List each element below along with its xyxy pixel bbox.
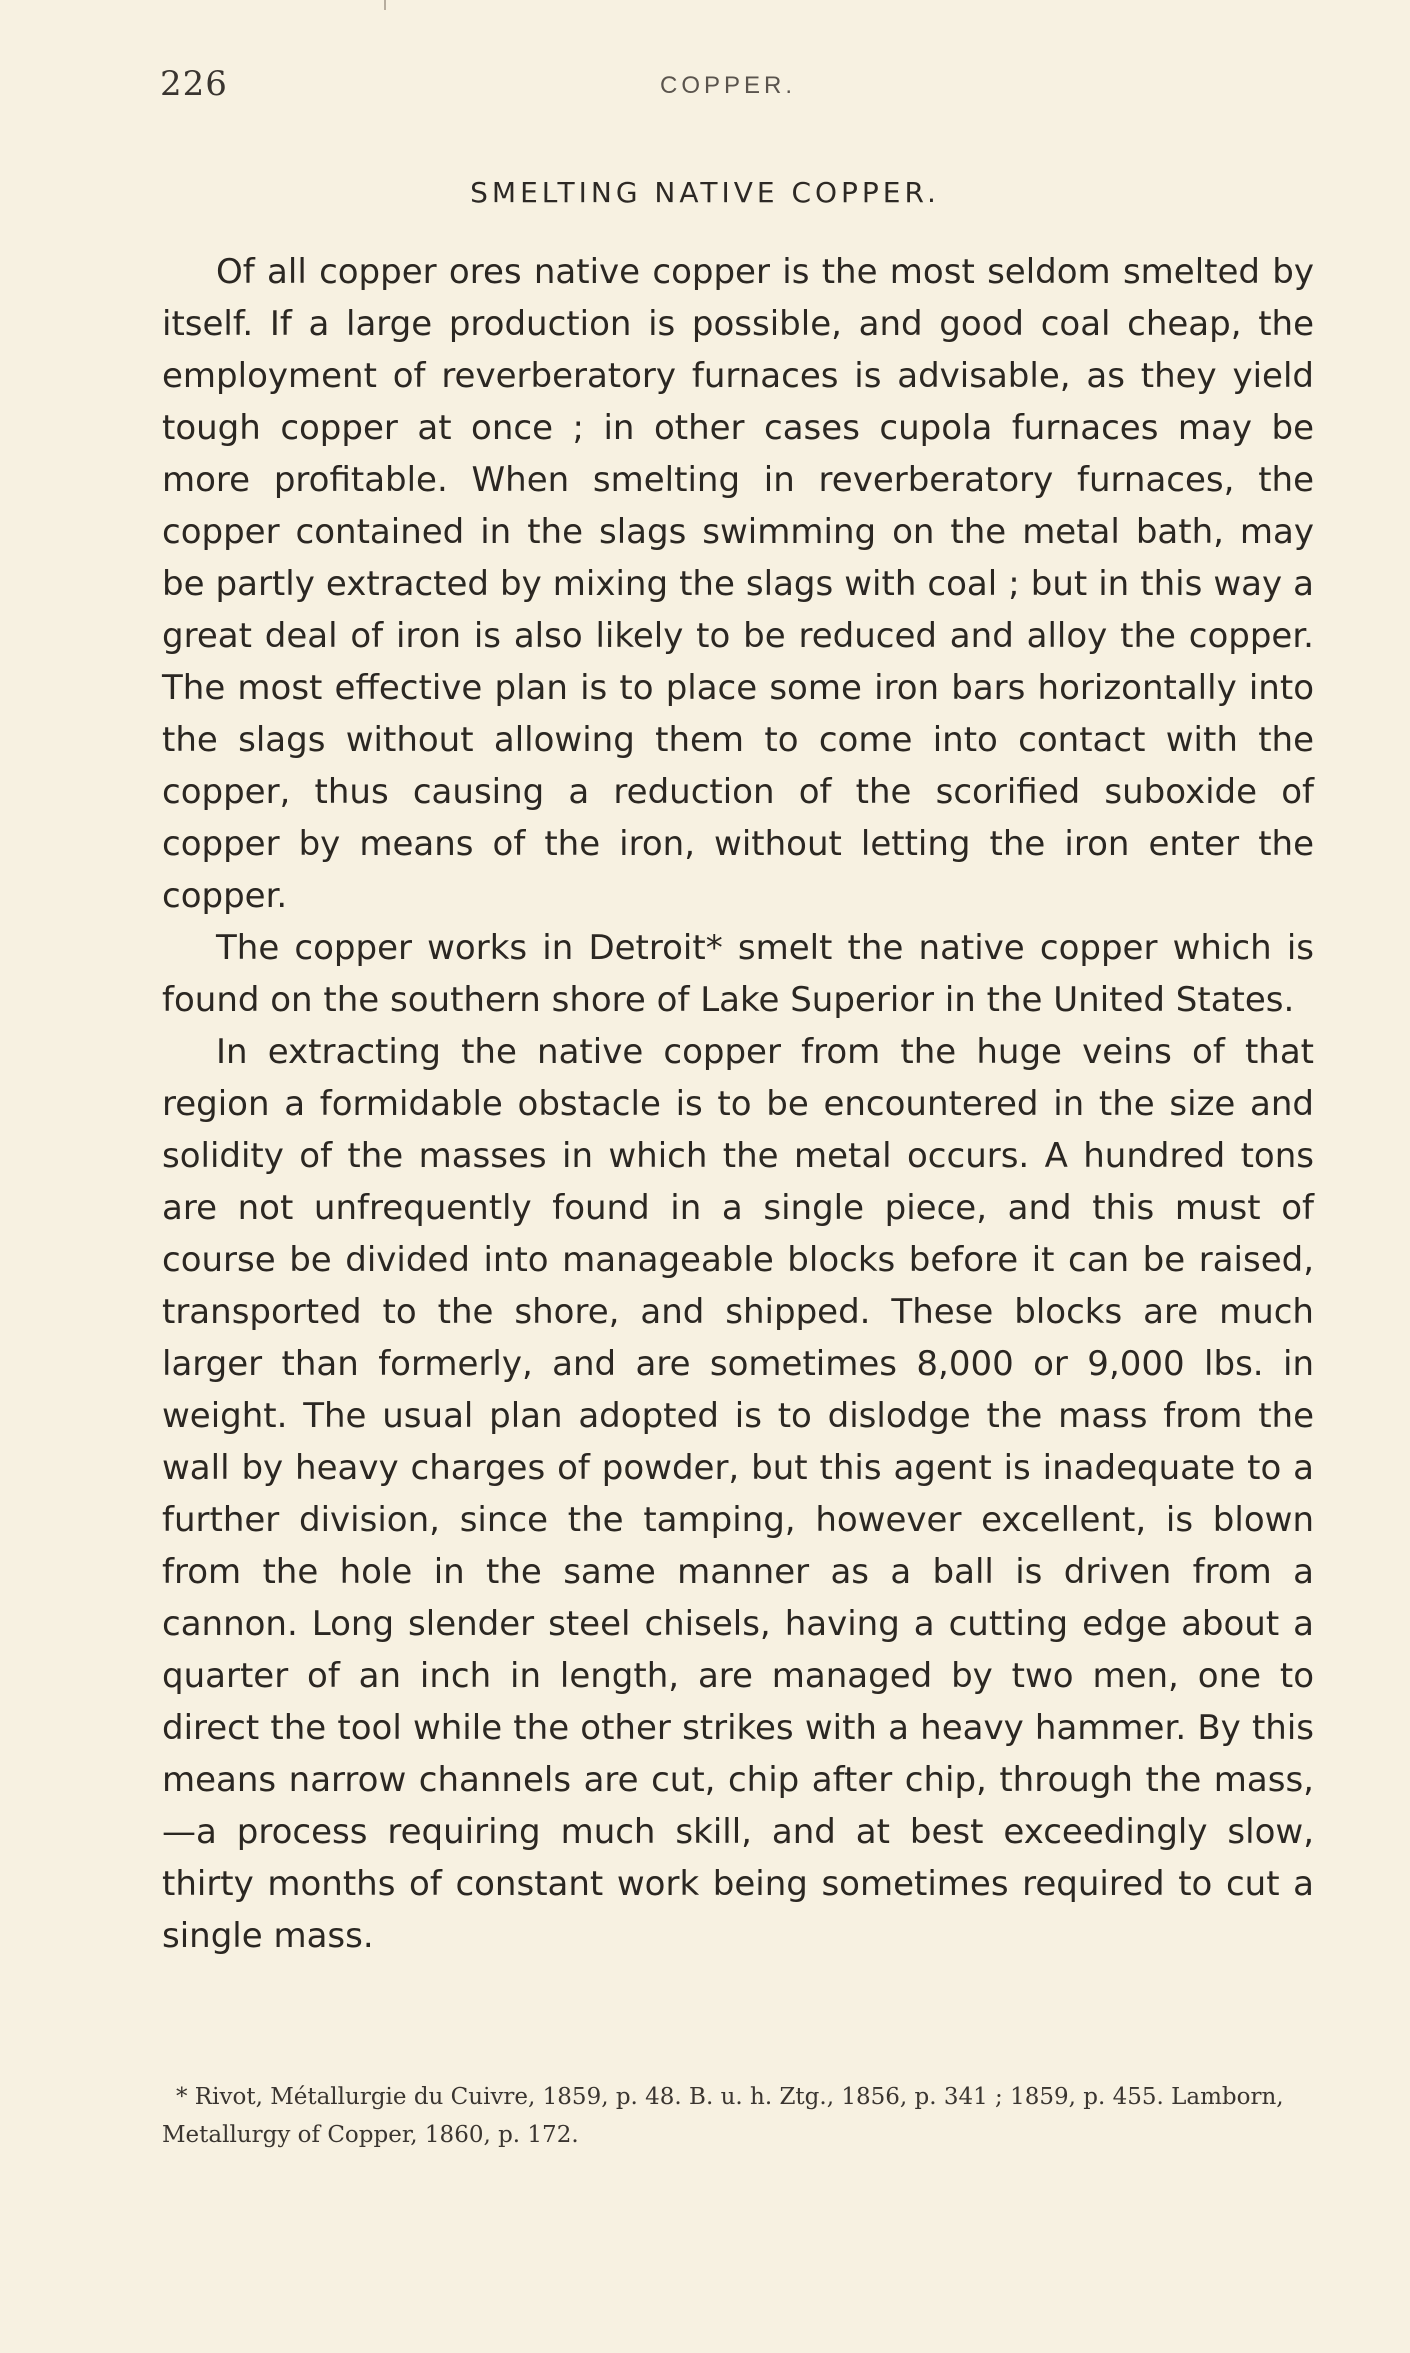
page-number: 226 — [160, 64, 228, 104]
paragraph: The copper works in Detroit* smelt the native copper which is found on the southern shore of Lake Superior in the United States. — [162, 928, 1314, 1020]
body-text — [162, 246, 1314, 1962]
running-head: COPPER. — [660, 72, 797, 99]
page-edge-mark — [384, 0, 386, 10]
section-title: SMELTING NATIVE COPPER. — [470, 176, 940, 209]
paragraph: In extracting the native copper from the huge veins of that region a formidable obstacle is to be encountered in the size and solidity of the masses in which the metal occurs. A hundred tons are not unfrequently found in a single piece, and this must of course be divided into manageable blocks before it can be raised, transported to the shore, and shipped. These blocks are much larger than formerly, and are sometimes 8,000 or 9,000 lbs. in weight. The usual plan adopted is to dislodge the mass from the wall by heavy charges of powder, but this agent is inadequate to a further division, since the tamping, however excellent, is blown from the hole in the same manner as a ball is driven from a cannon. Long slender steel chisels, having a cutting edge about a quarter of an inch in length, are managed by two men, one to direct the tool while the other strikes with a heavy hammer. By this means narrow channels are cut, chip after chip, through the mass,—a process requiring much skill, and at best exceedingly slow, thirty months of constant work being sometimes required to cut a single mass. — [162, 1032, 1314, 1956]
paragraph: Of all copper ores native copper is the most seldom smelted by itself. If a large production is possible, and good coal cheap, the employment of reverberatory furnaces is advisable, as they yield tough copper at once ; in other cases cupola furnaces may be more profitable. When smelting in reverberatory furnaces, the copper contained in the slags swimming on the metal bath, may be partly extracted by mixing the slags with coal ; but in this way a great deal of iron is also likely to be reduced and alloy the copper. The most effective plan is to place some iron bars horizontally into the slags without allowing them to come into contact with the copper, thus causing a reduction of the scorified suboxide of copper by means of the iron, without letting the iron enter the copper. — [162, 252, 1314, 916]
footnotes — [162, 2078, 1314, 2154]
footnote: * Rivot, Métallurgie du Cuivre, 1859, p. 48. B. u. h. Ztg., 1856, p. 341 ; 1859, p. 455. Lamborn, Metallurgy of Copper, 1860, p. 172. — [162, 2084, 1284, 2148]
page-header — [160, 64, 1320, 124]
